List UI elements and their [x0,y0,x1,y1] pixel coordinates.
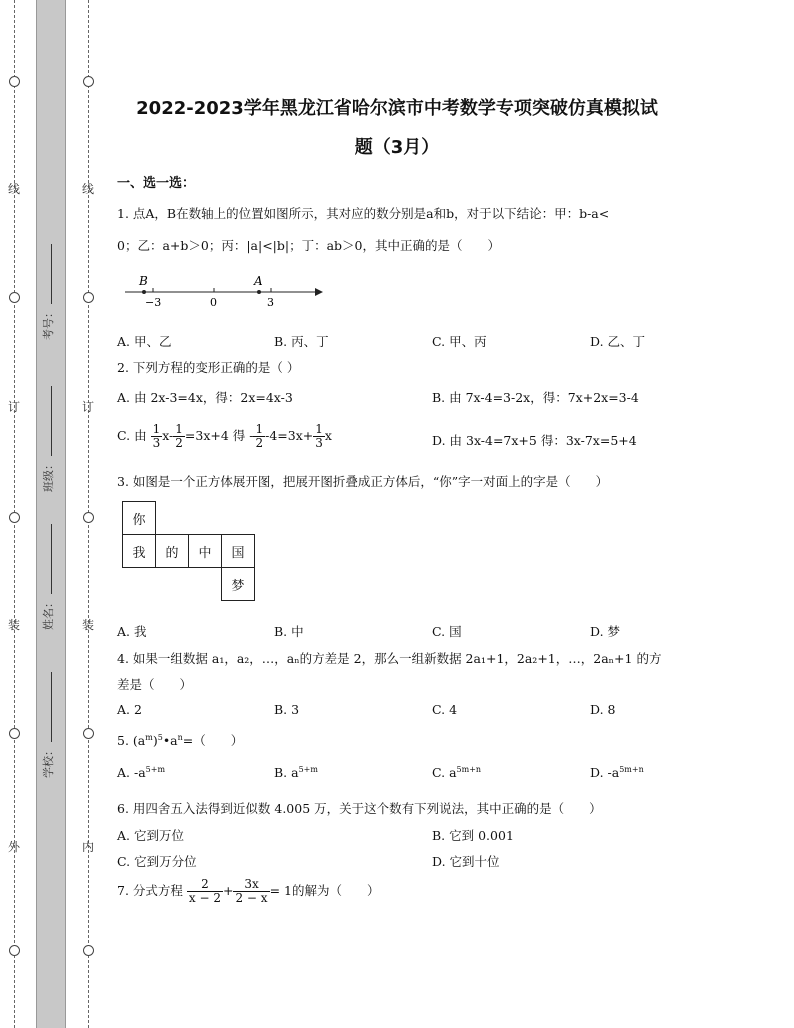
name-field[interactable] [40,524,56,630]
question-6-stem: 6. 用四舍五入法得到近似数 4.005 万，关于这个数有下列说法，其中正确的是（ ） [117,801,602,816]
fraction: $\frac{1}{3}$ [152,422,161,450]
tick-label-0: 0 [210,296,217,309]
tick-label-neg3: −3 [145,296,162,309]
point-b-label: B [139,274,148,288]
binding-hole-icon [83,728,94,739]
q2-option-b[interactable]: B. 由 7x-4=3-2x，得：7x+2x=3-4 [432,390,639,405]
binding-hole-icon [9,945,20,956]
outer-mark-zhuang: 装 [7,618,20,632]
fraction: $\frac{3x}{2 - x}$ [235,877,268,905]
q1-option-b[interactable]: B. 丙、丁 [274,334,329,349]
point-a-label: A [254,274,263,288]
page-title: 2022-2023学年黑龙江省哈尔滨市中考数学专项突破仿真模拟试 [136,98,658,119]
binding-hole-icon [9,728,20,739]
school-field[interactable] [40,672,56,778]
exam-number-label: 考号： [42,307,55,340]
outer-mark-ding: 订 [7,400,20,414]
binding-margin [0,0,100,1028]
binding-hole-icon [9,292,20,303]
q5-option-c[interactable]: C. $a^{5m+n}$ [432,765,482,781]
question-4-line2: 差是（ ） [117,677,193,692]
inner-mark-xian: 线 [81,182,94,196]
q6-option-d[interactable]: D. 它到十位 [432,854,500,869]
cube-net-figure [122,501,262,607]
inner-mark-nei: 内 [81,840,94,854]
fraction: $\frac{1}{3}$ [315,422,323,450]
question-1-line1: 1. 点A，B在数轴上的位置如图所示，其对应的数分别是a和b，对于以下结论：甲：b-a< [117,206,610,221]
school-label: 学校： [42,745,55,778]
binding-hole-icon [9,512,20,523]
fraction: $\frac{1}{2}$ [255,422,264,450]
q1-option-c[interactable]: C. 甲、丙 [432,334,487,349]
inner-mark-zhuang: 装 [81,618,94,632]
name-label: 姓名： [42,597,55,630]
cube-face: 的 [155,534,189,568]
cube-face: 梦 [221,567,255,601]
q6-option-c[interactable]: C. 它到万分位 [117,854,197,869]
fraction: $\frac{2}{x - 2}$ [188,877,221,905]
q2-option-c[interactable]: C. 由 $\frac{1}{3}$ x- $\frac{1}{2}$ =3x+4 得 - $\frac{1}{2}$ -4=3x+ $\frac{1}{3}$ x [117,422,332,450]
q6-option-b[interactable]: B. 它到 0.001 [432,828,514,843]
point-a-marker [257,290,261,294]
question-1-line2: 0；乙：a+b＞0；丙：|a|<|b|；丁：ab＞0，其中正确的是（ ） [117,238,501,253]
question-4-line1: 4. 如果一组数据 a₁，a₂，…，aₙ的方差是 2，那么一组新数据 2a₁+1，2a₂+1，…，2aₙ+1 的方 [117,651,662,666]
q4-option-a[interactable]: A. 2 [117,702,142,717]
q2-option-a[interactable]: A. 由 2x-3=4x，得：2x=4x-3 [117,390,293,405]
section-heading: 一、选一选： [117,176,196,191]
outer-mark-wai: 外 [7,840,20,854]
q1-option-a[interactable]: A. 甲、乙 [117,334,172,349]
question-3-stem: 3. 如图是一个正方体展开图，把展开图折叠成正方体后，“你”字一对面上的字是（ ） [117,474,609,489]
question-5-stem: 5. $(a^m)^5•a^n=$（ ） [117,732,244,748]
q5-option-d[interactable]: D. $-a^{5m+n}$ [590,765,644,781]
exam-number-field[interactable] [40,244,56,340]
q1-option-d[interactable]: D. 乙、丁 [590,334,646,349]
q3-option-b[interactable]: B. 中 [274,624,304,639]
q3-option-c[interactable]: C. 国 [432,624,462,639]
tick-label-3: 3 [267,296,274,309]
binding-hole-icon [83,512,94,523]
cube-face: 我 [122,534,156,568]
binding-hole-icon [83,76,94,87]
binding-hole-icon [83,292,94,303]
q3-option-d[interactable]: D. 梦 [590,624,621,639]
point-b-marker [142,290,146,294]
page-title-line2: 题（3月） [354,137,440,158]
q5-option-a[interactable]: A. $-a^{5+m}$ [117,765,166,781]
outer-mark-xian: 线 [7,182,20,196]
question-7-stem: 7. 分式方程 $\frac{2}{x - 2}$ + $\frac{3x}{2 - x}$ = 1的解为（ ） [117,877,380,905]
cube-face: 中 [188,534,222,568]
q4-option-c[interactable]: C. 4 [432,702,458,717]
number-line-figure [123,272,323,310]
binding-strip [36,0,66,1028]
q4-option-b[interactable]: B. 3 [274,702,300,717]
q2-option-d[interactable]: D. 由 3x-4=7x+5 得：3x-7x=5+4 [432,433,637,448]
question-2-stem: 2. 下列方程的变形正确的是（ ） [117,360,300,375]
fraction: $\frac{1}{2}$ [175,422,183,450]
class-label: 班级： [42,459,55,492]
inner-mark-ding: 订 [81,400,94,414]
class-field[interactable] [40,386,56,492]
binding-hole-icon [9,76,20,87]
cube-face: 国 [221,534,255,568]
q3-option-a[interactable]: A. 我 [117,624,147,639]
binding-hole-icon [83,945,94,956]
q4-option-d[interactable]: D. 8 [590,702,616,717]
q6-option-a[interactable]: A. 它到万位 [117,828,184,843]
cube-face: 你 [122,501,156,535]
q5-option-b[interactable]: B. $a^{5+m}$ [274,765,318,781]
